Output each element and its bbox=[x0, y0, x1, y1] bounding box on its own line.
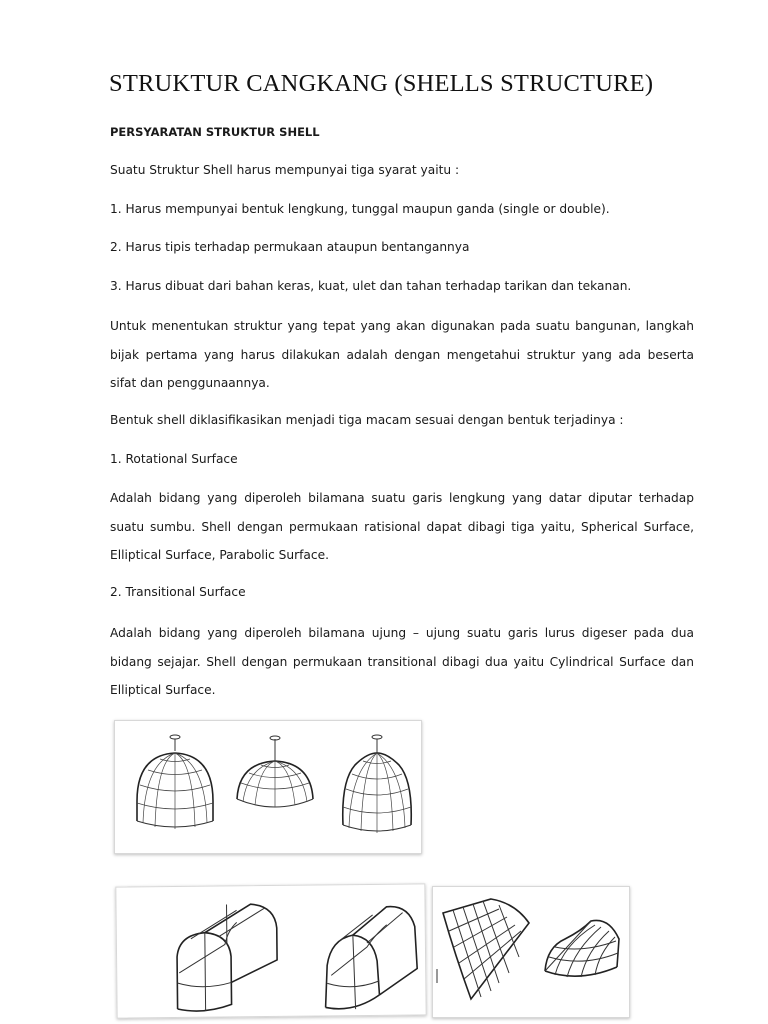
page-title: STRUKTUR CANGKANG (SHELLS STRUCTURE) bbox=[109, 70, 654, 97]
elliptical-dome-icon bbox=[237, 736, 313, 807]
parabolic-dome-icon bbox=[343, 735, 412, 833]
paragraph-line: Untuk menentukan struktur yang tepat yang akan digunakan pada suatu bangunan, langkah bbox=[110, 319, 694, 333]
transitional-label: 2. Transitional Surface bbox=[110, 585, 246, 599]
paragraph-line: bijak pertama yang harus dilakukan adalah dengan mengetahui struktur yang ada beserta bbox=[110, 347, 694, 362]
other-shells-drawing bbox=[433, 887, 629, 1017]
paragraph-line: Elliptical Surface. bbox=[110, 683, 216, 697]
cylindrical-vault-icon bbox=[177, 904, 278, 1011]
requirement-1: 1. Harus mempunyai bentuk lengkung, tunggal maupun ganda (single or double). bbox=[110, 202, 610, 216]
paragraph-rotational bbox=[110, 484, 694, 570]
requirement-3: 3. Harus dibuat dari bahan keras, kuat, ulet dan tahan terhadap tarikan dan tekanan. bbox=[110, 279, 632, 293]
paragraph-line: sifat dan penggunaannya. bbox=[110, 376, 270, 390]
paragraph-line: suatu sumbu. Shell dengan permukaan ratisional dapat dibagi tiga yaitu, Spherical Surface, bbox=[110, 519, 694, 534]
paragraph-line: Adalah bidang yang diperoleh bilamana ujung – ujung suatu garis lurus digeser pada dua bbox=[110, 626, 694, 640]
spherical-dome-icon bbox=[137, 735, 213, 829]
figure-transitional-vaults bbox=[115, 883, 426, 1018]
conoid-shell-icon bbox=[545, 920, 619, 977]
transitional-vaults-drawing bbox=[116, 884, 425, 1017]
figure-other-shells bbox=[432, 886, 630, 1018]
paragraph-line: Adalah bidang yang diperoleh bilamana suatu garis lengkung yang datar diputar terhadap bbox=[110, 491, 694, 505]
hyperbolic-paraboloid-icon bbox=[437, 899, 529, 999]
paragraph-structure-choice bbox=[110, 312, 694, 398]
figure-rotational-domes bbox=[114, 720, 422, 854]
elliptical-vault-icon bbox=[325, 906, 418, 1009]
section-heading: PERSYARATAN STRUKTUR SHELL bbox=[110, 125, 320, 139]
classification-text: Bentuk shell diklasifikasikan menjadi tiga macam sesuai dengan bentuk terjadinya : bbox=[110, 413, 624, 427]
rotational-domes-drawing bbox=[115, 721, 421, 853]
paragraph-line: bidang sejajar. Shell dengan permukaan transitional dibagi dua yaitu Cylindrical Surface dan bbox=[110, 654, 694, 669]
paragraph-line: Elliptical Surface, Parabolic Surface. bbox=[110, 548, 329, 562]
requirement-2: 2. Harus tipis terhadap permukaan ataupun bentangannya bbox=[110, 240, 470, 254]
intro-text: Suatu Struktur Shell harus mempunyai tiga syarat yaitu : bbox=[110, 163, 460, 177]
paragraph-transitional bbox=[110, 619, 694, 705]
rotational-label: 1. Rotational Surface bbox=[110, 452, 238, 466]
